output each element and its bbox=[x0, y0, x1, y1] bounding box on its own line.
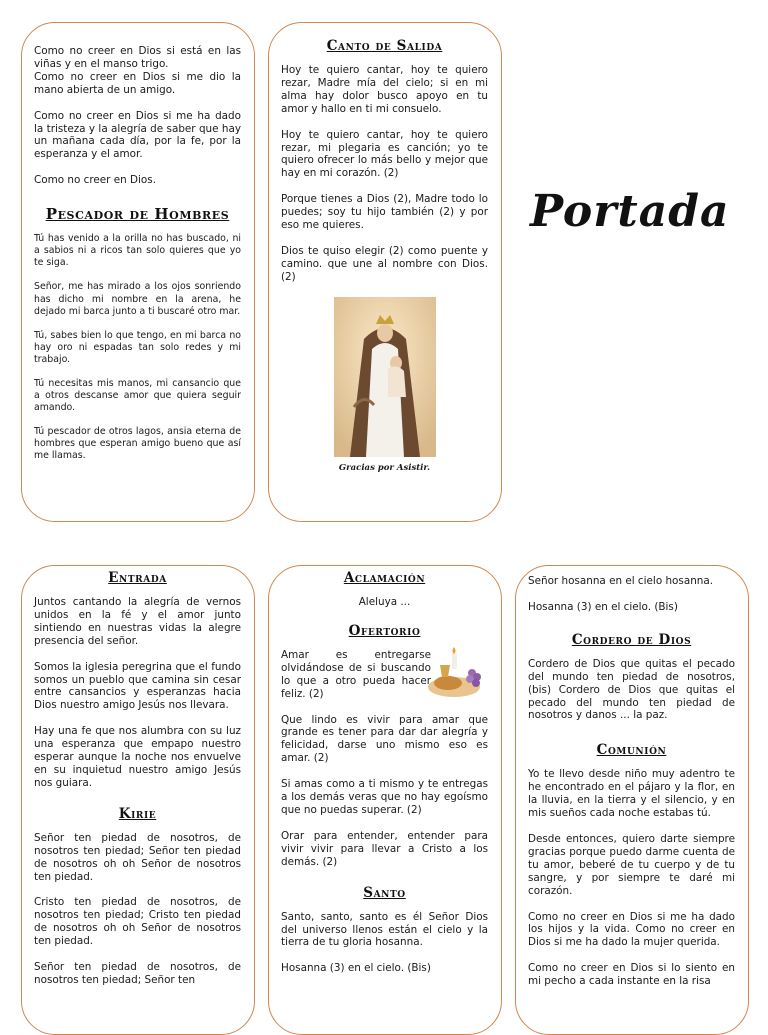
offering-image bbox=[424, 643, 488, 701]
paragraph: Hoy te quiero cantar, hoy te quiero rezar, mi plegaria es canción; yo te quiero ofrecer lo más bello y mejor que hay en mi corazón. (2) bbox=[281, 128, 488, 180]
section-title-cordero: Cordero de Dios bbox=[571, 631, 692, 648]
paragraph: Amar es entregarse olvidándose de si buscando lo que a otro pueda hacer feliz. (2) bbox=[281, 648, 431, 700]
section-title-entrada: Entrada bbox=[108, 570, 167, 586]
paragraph: Señor, me has mirado a los ojos sonriendo has dicho mi nombre en la arena, he dejado mi barca junto a ti buscaré otro mar. bbox=[34, 281, 241, 317]
paragraph: Tú pescador de otros lagos, ansia eterna de hombres que esperan amigo bueno que así me llamas. bbox=[34, 426, 241, 462]
paragraph: Tú necesitas mis manos, mi cansancio que a otros descanse amor que quiera seguir amando. bbox=[34, 378, 241, 414]
panel-entrada-kirie bbox=[21, 565, 255, 1035]
paragraph: Hay una fe que nos alumbra con su luz una esperanza que empapo nuestro esperar aunque la noche nos envuelve en su inquietud nuestro amigo Jesús nos guiara. bbox=[34, 725, 241, 789]
paragraph: Juntos cantando la alegría de vernos unidos en la fé y el amor junto sintiendo en nuestras vidas la alegre presencia del señor. bbox=[34, 596, 241, 647]
section-title-comunion: Comunión bbox=[596, 742, 667, 759]
paragraph: Cordero de Dios que quitas el pecado del mundo ten piedad de nosotros, (bis) Cordero de Dios que quitas el pecado del mundo ten piedad de nosotros y danos ... la paz. bbox=[528, 657, 735, 722]
panel-aclamacion-ofertorio-santo bbox=[268, 565, 502, 1035]
paragraph: Santo, santo, santo es él Señor Dios del universo llenos están el cielo y la tierra de tu gloria hosanna. bbox=[281, 910, 488, 949]
section-title-ofertorio: Ofertorio bbox=[348, 622, 421, 639]
paragraph: Somos la iglesia peregrina que el fundo somos un pueblo que camina sin cesar entre cansancios y esperanzas hacia Dios nuestro amigo Jesús nos llevara. bbox=[34, 660, 241, 712]
panel-cordero-comunion bbox=[515, 565, 749, 1035]
closing-text: Gracias por Asistir. bbox=[338, 462, 431, 473]
paragraph: Hosanna (3) en el cielo. (Bis) bbox=[528, 600, 678, 613]
paragraph: Aleluya ... bbox=[358, 596, 411, 608]
section-title-pescador: Pescador de Hombres bbox=[45, 205, 230, 224]
section-title-canto-salida: Canto de Salida bbox=[326, 38, 443, 54]
paragraph: Hoy te quiero cantar, hoy te quiero rezar, Madre mía del cielo; si en mi alma hay dolor busco apoyo en tu amor y hallo en ti mi consuelo. bbox=[281, 64, 488, 115]
paragraph: Como no creer en Dios si me ha dado la tristeza y la alegría de saber que hay un mañana cada día, por la fe, por la esperanza y el amor. bbox=[34, 109, 241, 161]
section-title-aclamacion: Aclamación bbox=[343, 570, 426, 586]
paragraph: Desde entonces, quiero darte siempre gracias porque puedo darme cuenta de tu amor, beberé de tu cuerpo y de tu sangre, y por siempre te daré mi corazón. bbox=[528, 832, 735, 897]
paragraph: Como no creer en Dios. bbox=[34, 174, 156, 187]
paragraph: Hosanna (3) en el cielo. (Bis) bbox=[281, 962, 431, 975]
paragraph: Orar para entender, entender para vivir vivir para llevar a Cristo a los demás. (2) bbox=[281, 829, 488, 868]
paragraph: Señor ten piedad de nosotros, de nosotros ten piedad; Señor ten piedad de nosotros oh oh Señor de nosotros ten piedad. bbox=[34, 831, 241, 883]
panel-cover-inner-left bbox=[21, 22, 255, 522]
section-title-santo: Santo bbox=[363, 884, 406, 901]
panel-canto-salida bbox=[268, 22, 502, 522]
paragraph: Como no creer en Dios si me ha dado los hijos y la vida. Como no creer en Dios si me ha dado la mujer querida. bbox=[528, 910, 735, 949]
ofertorio-block bbox=[281, 649, 488, 701]
paragraph: Tú has venido a la orilla no has buscado, ni a sabios ni a ricos tan solo quieres que yo te siga. bbox=[34, 233, 241, 269]
paragraph: Como no creer en Dios si lo siento en mi pecho a cada instante en la risa bbox=[528, 962, 735, 988]
paragraph: Que lindo es vivir para amar que grande es tener para dar dar alegría y felicidad, darse uno mismo eso es amar. (2) bbox=[281, 713, 488, 765]
paragraph: Cristo ten piedad de nosotros, de nosotros ten piedad; Cristo ten piedad de nosotros oh oh Señor de nosotros ten piedad. bbox=[34, 896, 241, 948]
paragraph: Señor hosanna en el cielo hosanna. bbox=[528, 575, 714, 587]
paragraph: Yo te llevo desde niño muy adentro te he encontrado en el pájaro y la flor, en la lluvia, en la tierra y el silencio, y en mis sueños cada noche estabas tú. bbox=[528, 768, 735, 820]
paragraph: Si amas como a ti mismo y te entregas a los demás veras que no hay egoísmo que no puedas superar. (2) bbox=[281, 778, 488, 816]
paragraph: Como no creer en Dios si está en las viñas y en el manso trigo. Como no creer en Dios si me dio la mano abierta de un amigo. bbox=[34, 45, 241, 96]
paragraph: Dios te quiso elegir (2) como puente y camino. que une al nombre con Dios. (2) bbox=[281, 244, 488, 283]
paragraph: Porque tienes a Dios (2), Madre todo lo puedes; soy tu hijo también (2) y por eso me quieres. bbox=[281, 193, 488, 232]
paragraph: Tú, sabes bien lo que tengo, en mi barca no hay oro ni espadas tan solo redes y mi trabajo. bbox=[34, 329, 241, 365]
section-title-kirie: Kirie bbox=[118, 805, 157, 822]
cover-title: Portada bbox=[530, 186, 730, 237]
virgin-mary-image bbox=[334, 297, 436, 457]
paragraph: Señor ten piedad de nosotros, de nosotros ten piedad; Señor ten bbox=[34, 961, 241, 986]
